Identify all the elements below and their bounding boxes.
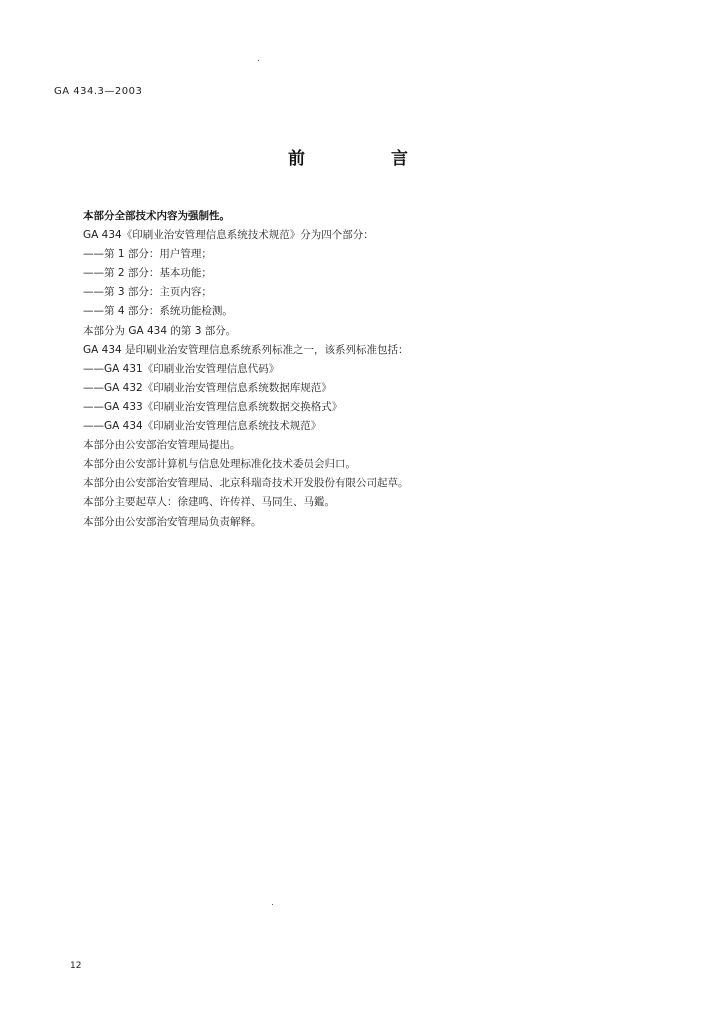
foreword-body	[83, 207, 643, 532]
text-line: 本部分由公安部治安管理局负责解释。	[83, 515, 262, 528]
list-item: ——第 3 部分：主页内容；	[83, 286, 212, 299]
text-line: 本部分为 GA 434 的第 3 部分。	[83, 324, 237, 337]
text-line: 本部分全部技术内容为强制性。	[83, 210, 230, 222]
text-line: 本部分由公安部计算机与信息处理标准化技术委员会归口。	[83, 458, 356, 471]
list-item: ——GA 433《印刷业治安管理信息系统数据交换格式》	[83, 400, 343, 413]
text-line: 本部分由公安部治安管理局、北京科瑞奇技术开发股份有限公司起草。	[83, 477, 409, 490]
list-item: ——GA 432《印刷业治安管理信息系统数据库规范》	[83, 381, 332, 394]
standard-code: GA 434.3—2003	[54, 86, 143, 97]
list-item: ——GA 431《印刷业治安管理信息代码》	[83, 362, 280, 375]
scan-speck	[258, 60, 259, 61]
list-item: ——第 4 部分：系统功能检测。	[83, 305, 233, 318]
page-number: 12	[70, 961, 82, 971]
page-title: 前 言	[288, 149, 448, 169]
text-line: GA 434《印刷业治安管理信息系统技术规范》分为四个部分：	[83, 229, 374, 242]
list-item: ——GA 434《印刷业治安管理信息系统技术规范》	[83, 420, 322, 433]
text-line: 本部分主要起草人：徐建鸣、许传祥、马同生、马鑑。	[83, 496, 335, 509]
text-line: 本部分由公安部治安管理局提出。	[83, 439, 241, 452]
list-item: ——第 2 部分：基本功能；	[83, 267, 212, 280]
scan-speck	[272, 904, 273, 905]
text-line: GA 434 是印刷业治安管理信息系统系列标准之一，该系列标准包括：	[83, 343, 409, 356]
list-item: ——第 1 部分：用户管理；	[83, 248, 212, 261]
